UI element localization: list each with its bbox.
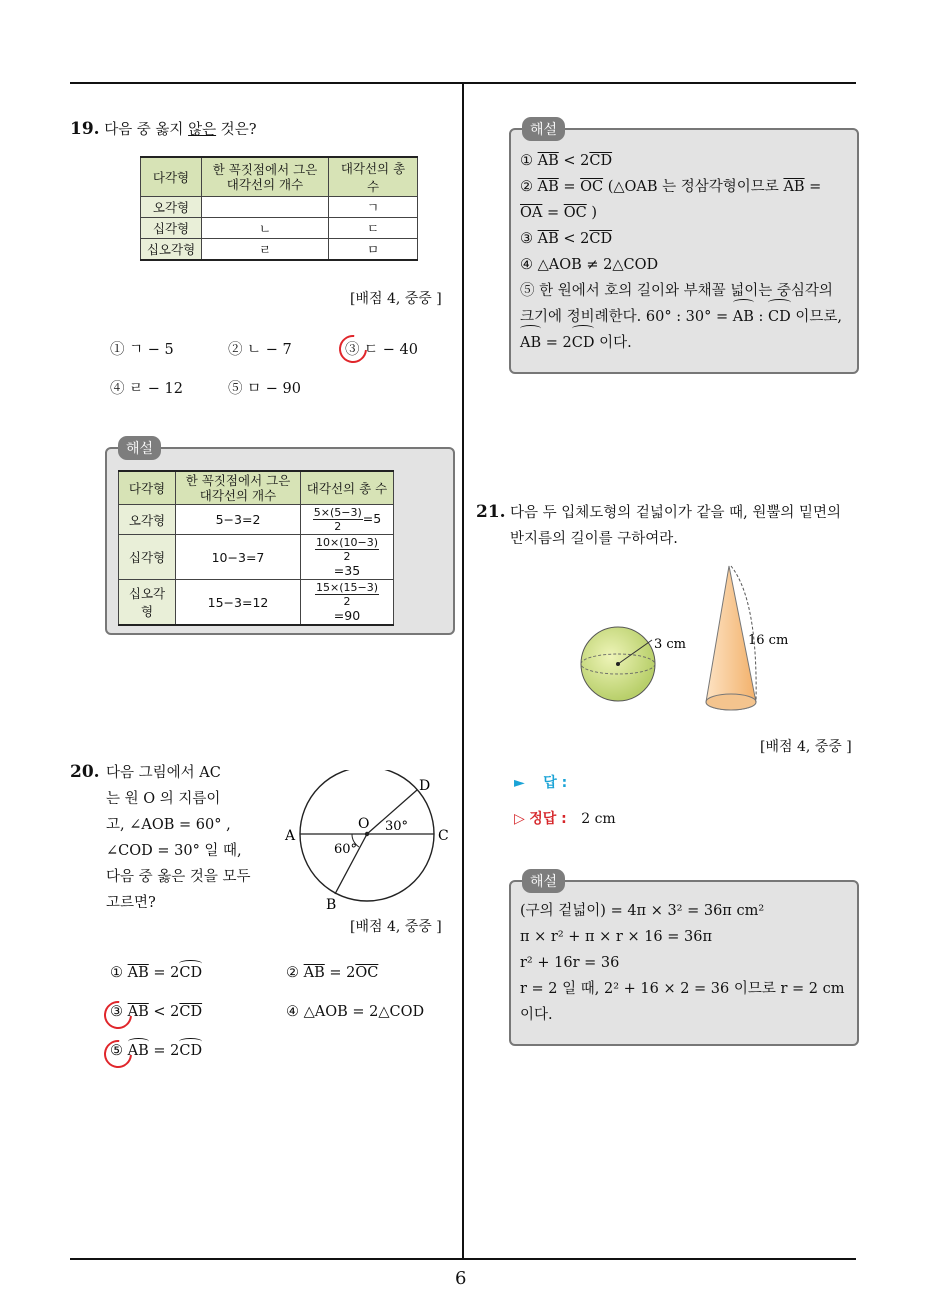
q20-score: [배점 4, 중중 ] xyxy=(350,919,442,935)
q21-correct-answer: ▷ 정답 : 2 cm xyxy=(514,811,616,827)
q19-option-4[interactable]: ④ ㄹ − 12 xyxy=(110,381,183,397)
q19-solution-tag: 해설 xyxy=(118,436,161,460)
q20-option-3[interactable]: ③ $\overline{AB} < 2\overline{CD}$ xyxy=(110,1004,203,1020)
q20-number: 20. xyxy=(70,762,100,782)
circle-figure xyxy=(282,770,462,920)
triangle-outline-icon: ▷ xyxy=(514,811,525,827)
q21-answer: ► 답 : xyxy=(514,775,568,791)
q20-option-2[interactable]: ② $\overline{AB} = 2\overline{OC}$ xyxy=(286,965,379,981)
play-icon: ► xyxy=(514,775,525,791)
column-divider xyxy=(462,84,464,1259)
label-cone-slant: 16 cm xyxy=(748,633,789,648)
q21-number: 21. xyxy=(476,502,506,522)
question-19: 19. 다음 중 옳지 않은 것은? xyxy=(70,119,257,139)
q20-solution-text: ① $\overline{AB} < 2\overline{CD}$ ② $\overline{AB} = \overline{OC}$ (△OAB 는 정삼각형이므로 $\overline{AB}$ = $\overline{OA} = \overline{OC}$ ) ③ $\overline{AB} < 2\overline{CD}$ ④ △AOB ≠ 2△COD ⑤ 한 원에서 호의 길이와 부채꼴 넓이는 중심각의 크기에 정비례한다. 60° : 30° = AB : CD 이므로, AB = 2CD 이다. xyxy=(520,148,850,356)
q20-option-5[interactable]: ⑤ AB = 2CD xyxy=(110,1043,203,1059)
q19-answer-mark xyxy=(333,329,372,368)
label-b: B xyxy=(326,897,337,913)
q19-option-1[interactable]: ① ㄱ − 5 xyxy=(110,342,174,358)
label-a: A xyxy=(285,828,296,844)
q20-option-4[interactable]: ④ △AOB = 2△COD xyxy=(286,1004,425,1020)
center-point xyxy=(365,832,369,836)
q19-option-3[interactable]: ③ ㄷ − 40 xyxy=(345,342,418,358)
q20-solution-tag: 해설 xyxy=(522,117,565,141)
q21-text: 다음 두 입체도형의 겉넓이가 같을 때, 원뿔의 밑면의 반지름의 길이를 구하여라. xyxy=(510,505,842,547)
label-angle-30: 30° xyxy=(385,819,409,834)
q21-solution-tag: 해설 xyxy=(522,869,565,893)
label-o: O xyxy=(358,816,370,832)
cone-base xyxy=(706,694,756,710)
q19-table: 다각형 한 꼭짓점에서 그은 대각선의 개수 대각선의 총 수 오각형 ㄱ 십각형 ㄴ ㄷ 십오각형 ㄹ ㅁ xyxy=(140,156,418,261)
q20-answer-mark-3 xyxy=(98,995,137,1034)
q19-score: [배점 4, 중중 ] xyxy=(350,291,442,307)
label-sphere-radius: 3 cm xyxy=(654,637,687,652)
solids-figure xyxy=(576,560,796,720)
question-number: 19. xyxy=(70,119,100,139)
sphere-center xyxy=(616,662,620,666)
q19-option-5[interactable]: ⑤ ㅁ − 90 xyxy=(228,381,301,397)
page-number: 6 xyxy=(455,1268,467,1289)
q20-text: 다음 그림에서 AC 는 원 O 의 지름이 고, ∠AOB = 60° , ∠COD = 30° 일 때, 다음 중 옳은 것을 모두 고르면? xyxy=(106,765,251,911)
q19-solution-table: 다각형 한 꼭짓점에서 그은 대각선의 개수 대각선의 총 수 오각형 5−3=2 $\frac{5\times(5-3)}{2}$ =5 십각형 10−3=7 $\frac{10\times(10-3)}{2}$ =35 십오각형 15−3=12 $\frac{15\times(15-3)}{2}$ =90 xyxy=(118,470,394,626)
label-c: C xyxy=(438,828,449,844)
q20-option-1[interactable]: ① $\overline{AB} = 2CD$ xyxy=(110,965,203,981)
label-d: D xyxy=(419,778,431,794)
q21-score: [배점 4, 중중 ] xyxy=(760,739,852,755)
label-angle-60: 60° xyxy=(334,842,358,857)
q19-option-2[interactable]: ② ㄴ − 7 xyxy=(228,342,292,358)
bottom-rule xyxy=(70,1258,856,1260)
q21-solution-text: (구의 겉넓이) = 4π × 3² = 36π cm² π × r² + π × r × 16 = 36π r² + 16r = 36 r = 2 일 때, 2² + 16 × 2 = 36 이므로 r = 2 cm 이다. xyxy=(520,903,845,1023)
